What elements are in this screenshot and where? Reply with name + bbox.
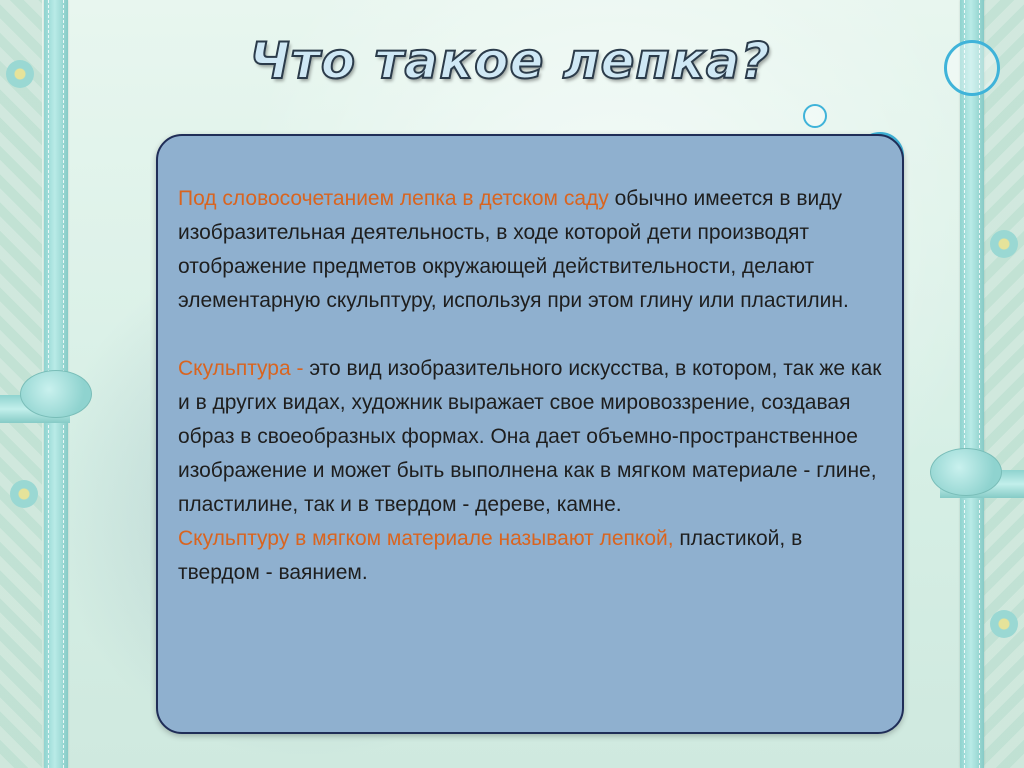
left-bow-icon	[20, 370, 92, 418]
highlight-phrase: Скульптуру в мягком материале называют лепкой,	[178, 527, 674, 550]
flower-icon	[990, 610, 1018, 638]
highlight-phrase: Скульптура -	[178, 357, 304, 380]
flower-icon	[10, 480, 38, 508]
decor-circle-small-icon	[803, 104, 827, 128]
paragraph-modeling	[178, 522, 882, 590]
paragraph-text: это вид изобразительного искусства, в котором, так же как и в других видах, художник выражает свое мировоззрение, создавая образ в своеобразных формах. Она дает объемно-пространственное изображение и может быть выполнена как в мягком материале - глине, пластилине, так и в твердом - дереве, камне.	[178, 357, 882, 516]
decor-circle-large-icon	[944, 40, 1000, 96]
flower-icon	[990, 230, 1018, 258]
right-bow-icon	[930, 448, 1002, 496]
content-box	[156, 134, 904, 734]
slide-title: Что такое лепка?	[249, 32, 771, 90]
paragraph-sculpture	[178, 352, 882, 522]
right-ribbon	[960, 0, 984, 768]
paragraph-gap	[178, 318, 882, 352]
flower-icon	[6, 60, 34, 88]
paragraph-text: обычно имеется в виду изобразительная деятельность, в ходе которой дети производят отображение предметов окружающей действительности, делают элементарную скульптуру, используя при этом глину или пластилин.	[178, 187, 849, 312]
paragraph-definition	[178, 182, 882, 318]
highlight-phrase: Под словосочетанием лепка в детском саду	[178, 187, 609, 210]
paragraph-text: пластикой, в твердом - ваянием.	[178, 527, 803, 584]
